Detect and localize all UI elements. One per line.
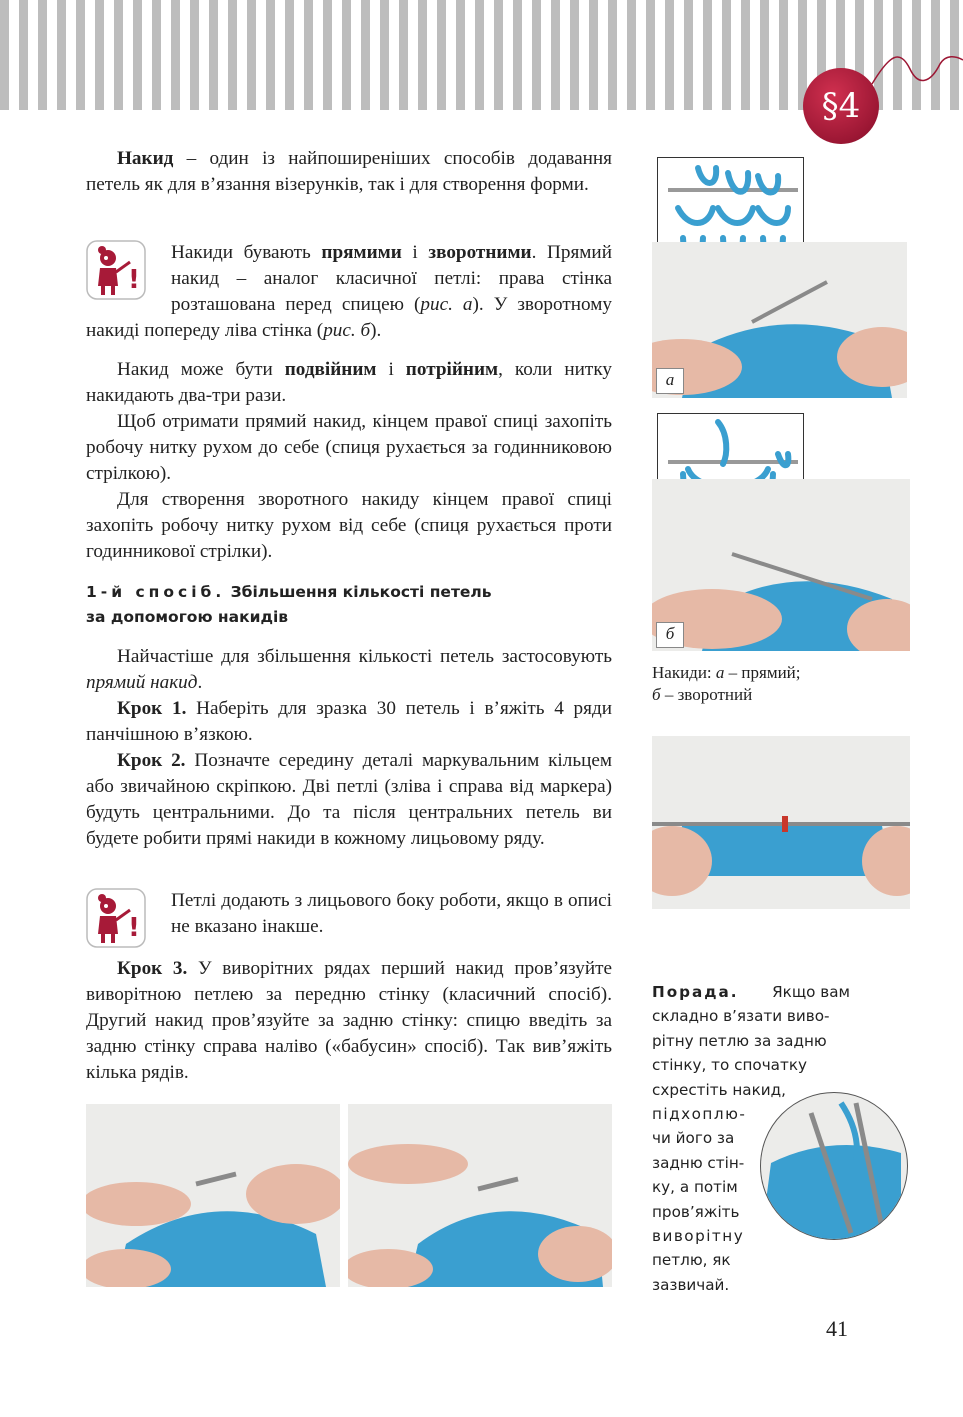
label-a: а [656, 368, 684, 394]
tip-text: стінку, то спочатку [652, 1056, 807, 1075]
note-text: ). [370, 320, 382, 341]
paragraph-common [86, 644, 612, 696]
caption-text: – зворотний [660, 685, 753, 704]
note-character-icon [86, 888, 146, 948]
caption-text: – прямий; [724, 663, 801, 682]
paragraph-text: і [376, 359, 406, 380]
note-text: Петлі додають з лицьового боку роботи, якщо в описі не вказано інакше. [171, 890, 612, 937]
tip-text: виворітну [652, 1227, 745, 1246]
paragraph-direct-yarnover: Щоб отримати прямий накид, кінцем правої спиці захопіть робочу нитку рухом до себе (спиця рухається за годинниковою стрілкою). [86, 411, 612, 484]
term-pryamyi-nakyd: прямий накид [86, 672, 198, 693]
tip-text: зазвичай. [652, 1275, 730, 1294]
figure-ref-a: рис. а [420, 294, 473, 315]
step-3-label: Крок 3. [117, 958, 188, 979]
paragraph-text: , коли нитку накидають два-три рази. [86, 359, 612, 406]
note-block-1 [86, 240, 612, 344]
step-3-text: У виворітних рядах перший накид пров’язуйте виворітною петлею за передню стінку (класичний спосіб). Другий накид пров’язуйте за задню стінку: спицю введіть за задню стінку справа наліво («бабусин» спосіб). Так вив’яжіть кілька рядів. [86, 958, 612, 1083]
paragraph-text: Накид може бути [117, 359, 285, 380]
photo-step3-left [86, 1104, 340, 1287]
tip-block-narrow [652, 1102, 750, 1297]
step-3 [86, 956, 612, 1086]
photo-yarnover-b [652, 479, 910, 651]
term-zvorotni: зворотними [428, 242, 532, 263]
paragraph-nakyd [86, 146, 612, 198]
tip-label: Порада. [652, 983, 739, 1001]
tip-block [652, 980, 850, 1102]
note-text: і [401, 242, 429, 263]
tip-text: ку, а потім [652, 1178, 738, 1197]
tip-text: схрестіть накид, [652, 1080, 786, 1099]
tip-text: підхоплю- [652, 1105, 747, 1123]
photo-step3-right [348, 1104, 612, 1287]
paragraph-text: – один із найпоширеніших способів додавання петель як для в’язання візерунків, так і для створення форми. [86, 148, 612, 195]
note-text: Накиди бувають [171, 242, 322, 263]
tip-text: чи його за [652, 1129, 735, 1148]
tip-text: рітну петлю за задню [652, 1031, 827, 1050]
term-nakyd: Накид [117, 148, 174, 169]
paragraph-text: . [197, 672, 203, 693]
method-number: 1-й спосіб. [86, 583, 226, 601]
svg-text:!: ! [128, 265, 140, 295]
figure-ref-b: рис. б [323, 320, 371, 341]
term-pryami: прямими [321, 242, 402, 263]
step-1 [86, 696, 612, 748]
term-podviynym: подвійним [284, 359, 377, 380]
tip-text: пров’яжіть [652, 1202, 740, 1221]
term-potriynym: потрійним [405, 359, 499, 380]
thread-decoration [870, 44, 963, 104]
tip-text: Якщо вам [772, 983, 850, 1001]
caption-ref-a: а [715, 663, 725, 682]
tip-text: петлю, як [652, 1251, 731, 1270]
caption-ref-b: б [652, 685, 661, 704]
step-1-text: Наберіть для зразка 30 петель і в’яжіть 4 ряди панчішною в’язкою. [86, 698, 613, 745]
tip-line-1 [652, 980, 850, 1004]
paragraph-double [86, 357, 612, 409]
photo-crossed-yarnover [760, 1092, 908, 1240]
paragraph-text: Найчастіше для збільшення кількості петель застосовують [117, 646, 612, 667]
step-2 [86, 748, 612, 852]
label-b: б [656, 622, 684, 648]
caption-text: Накиди: [652, 663, 716, 682]
section-badge: §4 [803, 68, 879, 144]
svg-text:!: ! [128, 913, 140, 943]
note-text: . Прямий накид – аналог класичної петлі: права стінка розташована перед спицею ( [171, 242, 612, 315]
note-block-2 [86, 888, 612, 948]
step-2-text: Позначте середину деталі маркувальним кільцем або звичайною скріпкою. Дві петлі (зліва і справа від маркера) будуть центральними. До та після центральних петель ви будете робити прямі накиди в кожному лицьовому ряду. [86, 750, 612, 849]
method-heading [86, 580, 586, 630]
photo-yarnover-a [652, 242, 907, 398]
photo-marker [652, 736, 910, 909]
note-text: ). У зворотному накиді попереду ліва стінка ( [86, 294, 612, 341]
tip-text: задню стін- [652, 1153, 745, 1172]
page-number: 41 [826, 1316, 848, 1341]
note-character-icon [86, 240, 146, 300]
tip-text: складно в’язати виво- [652, 1007, 830, 1026]
figure-caption [652, 662, 912, 706]
step-1-label: Крок 1. [117, 698, 187, 719]
method-title-line2: за допомогою накидів [86, 608, 289, 626]
paragraph-reverse-yarnover: Для створення зворотного накиду кінцем правої спиці захопіть робочу нитку рухом від себе (спиця рухається проти годинникової стрілки). [86, 489, 612, 562]
step-2-label: Крок 2. [117, 750, 186, 771]
method-title-line1: Збільшення кількості петель [230, 583, 492, 601]
